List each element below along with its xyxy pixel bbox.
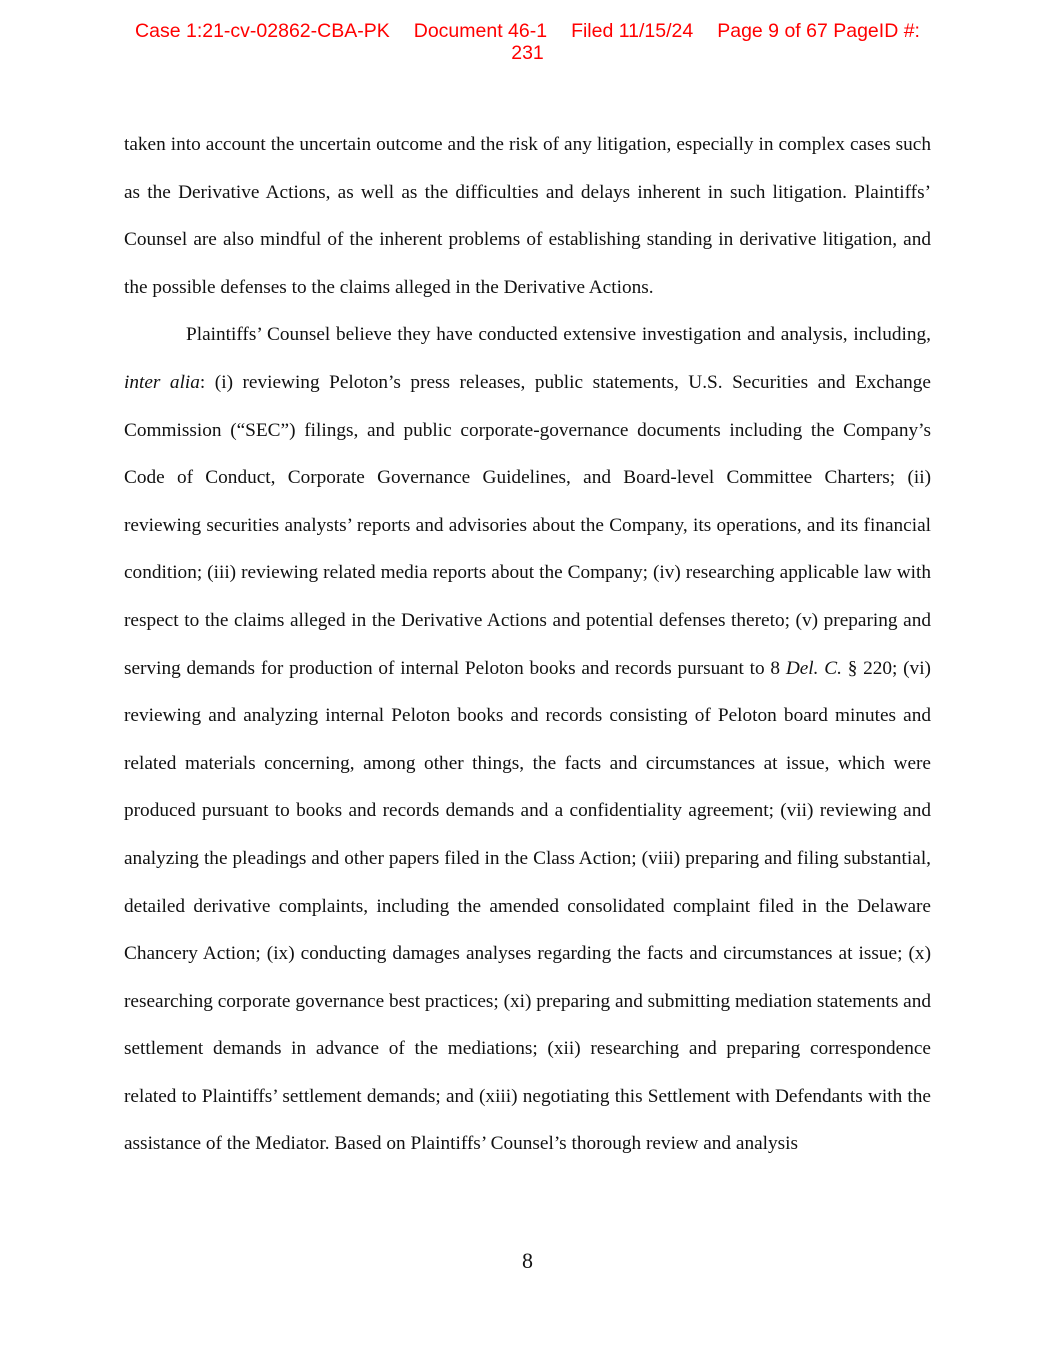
page-id: 231 (511, 42, 544, 64)
paragraph-investigation (124, 311, 931, 1168)
filed-date: Filed 11/15/24 (571, 20, 694, 42)
page-number: 8 (522, 1248, 533, 1273)
court-filing-header (0, 20, 1055, 64)
paragraph-part-2: : (i) reviewing Peloton’s press releases, public statements, U.S. Securities and Exchange Commission (“SEC”) filings, and public corporate-governance documents including the Company’s Code of Conduct, Corporate Governance Guidelines, and Board-level Committee Charters; (ii) reviewing securities analysts’ reports and advisories about the Company, its operations, and its financial condition; (iii) reviewing related media reports about the Company; (iv) researching applicable law with respect to the claims alleged in the Derivative Actions and potential defenses thereto; (v) preparing and serving demands for production of internal Peloton books and records pursuant to 8 (124, 371, 931, 679)
document-number: Document 46-1 (413, 20, 548, 42)
page-info: Page 9 of 67 PageID #: (717, 20, 920, 42)
header-line (0, 20, 1055, 42)
paragraph-part-3: § 220; (vi) reviewing and analyzing internal Peloton books and records consisting of Peloton board minutes and related materials concerning, among other things, the facts and circumstances at issue, which were produced pursuant to books and records demands and a confidentiality agreement; (vii) reviewing and analyzing the pleadings and other papers filed in the Class Action; (viii) preparing and filing substantial, detailed derivative complaints, including the amended consolidated complaint filed in the Delaware Chancery Action; (ix) conducting damages analyses regarding the facts and circumstances at issue; (x) researching corporate governance best practices; (xi) preparing and submitting mediation statements and settlement demands in advance of the mediations; (xii) researching and preparing correspondence related to Plaintiffs’ settlement demands; and (xiii) negotiating this Settlement with Defendants with the assistance of the Mediator. Based on Plaintiffs’ Counsel’s thorough review and analysis (124, 657, 931, 1155)
italic-inter-alia: inter alia (124, 371, 200, 393)
document-body (124, 121, 931, 1168)
paragraph-intro: Plaintiffs’ Counsel believe they have conducted extensive investigation and analysis, including, (186, 324, 931, 346)
case-number: Case 1:21-cv-02862-CBA-PK (135, 20, 390, 42)
paragraph-continuation: taken into account the uncertain outcome and the risk of any litigation, especially in complex cases such as the Derivative Actions, as well as the difficulties and delays inherent in such litigation. Plaintiffs’ Counsel are also mindful of the inherent problems of establishing standing in derivative litigation, and the possible defenses to the claims alleged in the Derivative Actions. (124, 134, 931, 298)
italic-del-c: Del. C. (785, 657, 842, 679)
